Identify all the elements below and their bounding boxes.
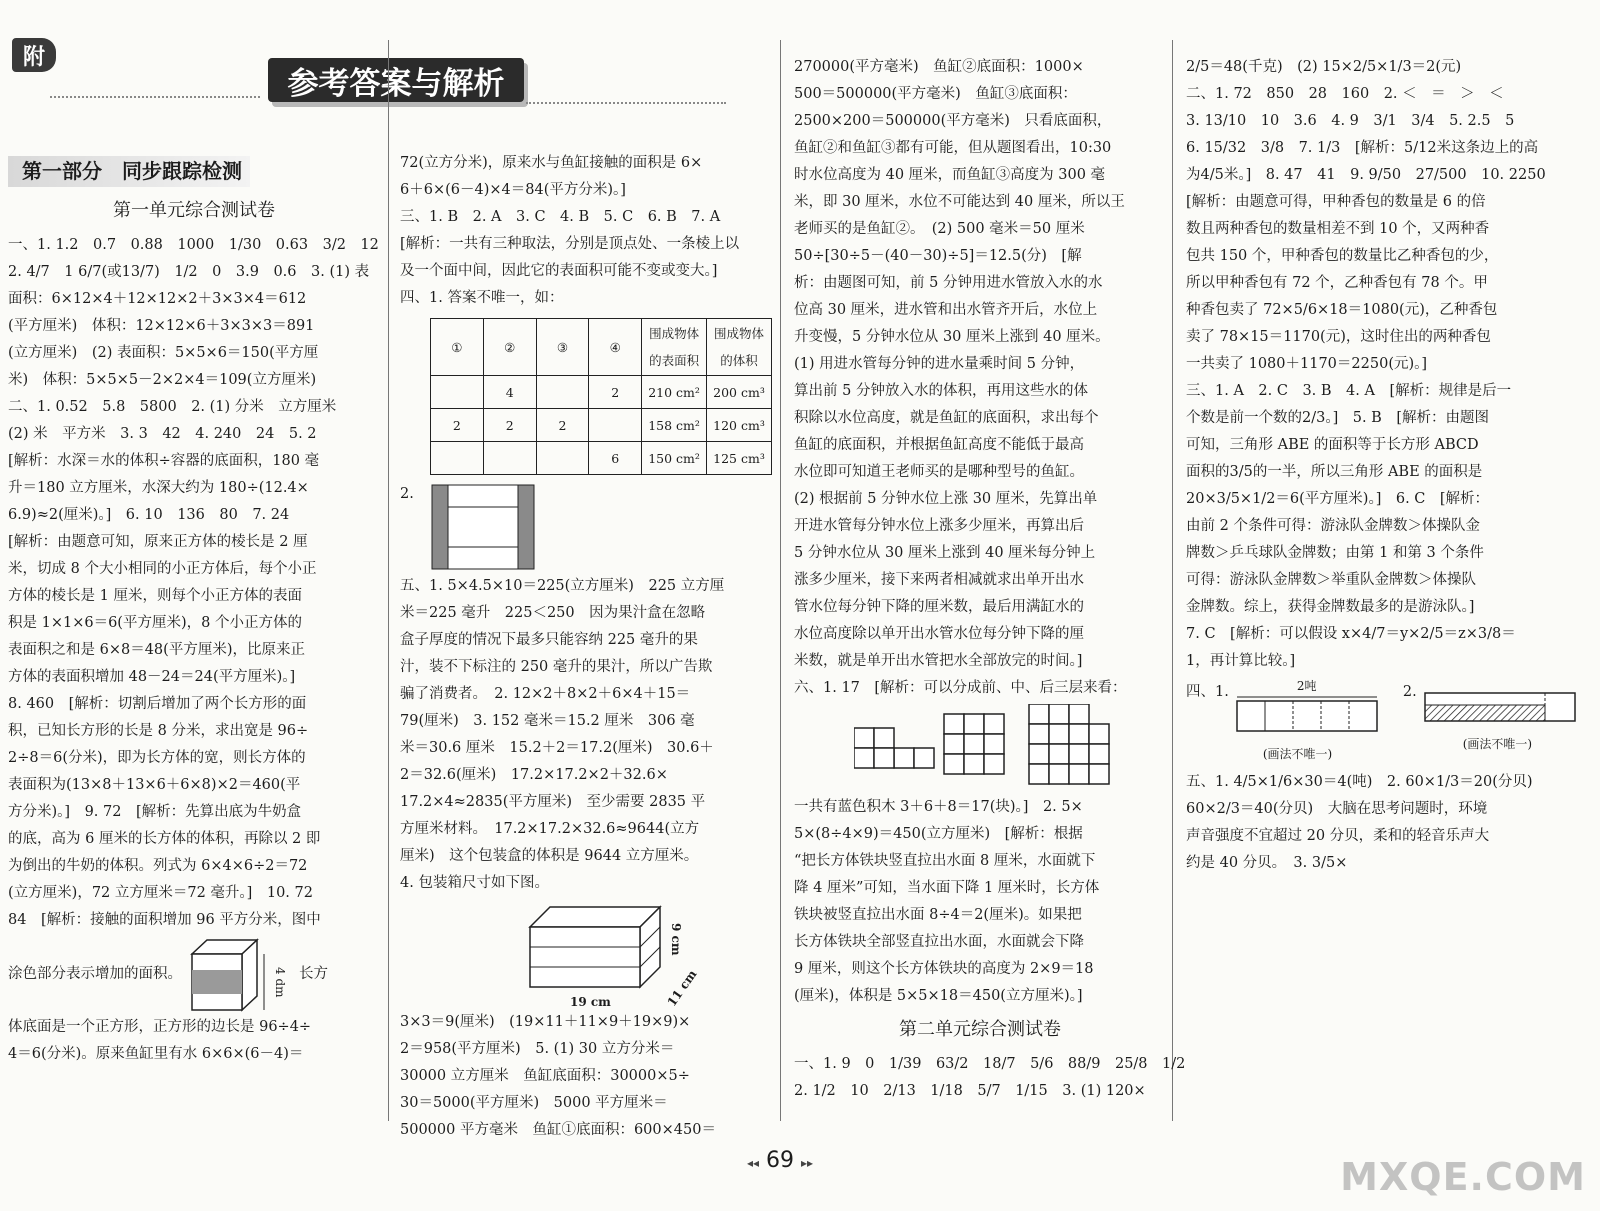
answer-line: 面积：6×12×4＋12×12×2＋3×3×4＝612 <box>8 291 307 307</box>
answer-line: 270000(平方毫米) 鱼缸②底面积：1000× <box>794 59 1084 75</box>
unit-title: 第二单元综合测试卷 <box>899 1019 1061 1040</box>
answer-line: 四、1. <box>1186 684 1229 700</box>
answer-line: (1) 用进水管每分钟的进水量乘时间 5 分钟， <box>794 356 1085 372</box>
answer-line: (立方厘米) (2) 表面积：5×5×6＝150(平方厘 <box>8 345 319 361</box>
answer-line: 方体的表面积增加 48－24＝24(平方厘米)。] <box>8 669 296 685</box>
answer-line: 包共 150 个，甲种香包的数量比乙种香包的少， <box>1186 248 1499 264</box>
answer-line: 升变慢，5 分钟水位从 30 厘米上涨到 40 厘米。 <box>794 329 1110 345</box>
title-dotline-left <box>50 96 260 98</box>
answer-line: 84 [解析：接触的面积增加 96 平方分米，图中 <box>8 912 321 928</box>
table-header-cell: 围成物体的体积 <box>707 319 772 376</box>
answer-lines <box>794 1051 1186 1105</box>
table-cell: 4 <box>483 376 536 409</box>
box-depth-label: 11 cm <box>664 967 700 1009</box>
column-rule <box>780 40 781 1121</box>
answer-line: 为倒出的牛奶的体积。列式为 6×4×6÷2＝72 <box>8 858 308 874</box>
table-cell: 125 cm³ <box>707 442 772 475</box>
answer-line: 3. 13/10 10 3.6 4. 9 3/1 3/4 5. 2.5 5 <box>1186 113 1515 129</box>
unit-title: 第一单元综合测试卷 <box>113 200 275 221</box>
figure-row <box>8 934 380 1014</box>
answer-line: 老师买的是鱼缸②。 (2) 500 毫米＝50 厘米 <box>794 221 1085 237</box>
answer-line: 由前 2 个条件可得：游泳队金牌数＞体操队金 <box>1186 518 1480 534</box>
answer-line: 表面积为(13×8＋13×6＋6×8)×2＝460(平 <box>8 777 301 793</box>
answer-line: 积除以水位高度，就是鱼缸的底面积，求出每个 <box>794 410 1099 426</box>
answer-line: 米数，就是单开出水管把水全部放完的时间。] <box>794 653 1083 669</box>
title-dotline-right <box>526 102 726 104</box>
answer-lines <box>794 794 1166 1010</box>
answer-lines <box>8 1014 380 1068</box>
answer-line: 汁，装不下标注的 250 毫升的果汁，所以广告欺 <box>400 659 713 675</box>
answer-line: [解析：由题意可得，甲种香包的数量是 6 的倍 <box>1186 194 1486 210</box>
table-header-cell: 围成物体的表面积 <box>642 319 707 376</box>
block-layers-figure <box>794 702 1166 794</box>
answer-line: 金牌数。综上，获得金牌数最多的是游泳队。] <box>1186 599 1475 615</box>
box-width-label: 19 cm <box>570 995 611 1009</box>
answer-line: 方体的棱长是 1 厘米，则每个小正方体的表面 <box>8 588 302 604</box>
table-cell <box>483 442 536 475</box>
table-row <box>431 409 772 442</box>
answer-line: 4＝6(分米)。原来鱼缸里有水 6×6×(6－4)＝ <box>8 1046 304 1062</box>
answer-line: 17.2×4≈2835(平方厘米) 至少需要 2835 平 <box>400 794 706 810</box>
answer-line: 7. C [解析：可以假设 x×4/7＝y×2/5＝z×3/8＝ <box>1186 626 1516 642</box>
answer-lines <box>8 232 380 934</box>
answer-line: 算出前 5 分钟放入水的体积，再用这些水的体 <box>794 383 1088 399</box>
answer-line: 2÷8＝6(分米)，即为长方体的宽，则长方体的 <box>8 750 306 766</box>
bar-figure-svg <box>1423 685 1583 735</box>
answer-lines <box>400 150 772 312</box>
answer-line: 2. <box>1402 684 1417 700</box>
answer-column-4 <box>1186 54 1590 877</box>
answer-line: 五、1. 5×4.5×10＝225(立方厘米) 225 立方厘 <box>400 578 725 594</box>
cube-figure <box>182 934 272 1014</box>
part-title: 第一部分 同步跟踪检测 <box>8 156 250 187</box>
column-rule <box>388 40 389 1121</box>
table-cell: 120 cm³ <box>707 409 772 442</box>
answer-line: 鱼缸②和鱼缸③都有可能，但从题图看出，10:30 <box>794 140 1112 156</box>
answer-line: 方分米)。] 9. 72 [解析：先算出底为牛奶盒 <box>8 804 302 820</box>
box-height-label: 9 cm <box>669 923 683 956</box>
answer-line: 牌数＞乒乓球队金牌数；由第 1 和第 3 个条件 <box>1186 545 1484 561</box>
answer-lines <box>794 54 1166 702</box>
answer-line: 2. 4/7 1 6/7(或13/7) 1/2 0 3.9 0.6 3. (1) 表 <box>8 264 370 280</box>
answer-lines <box>400 573 772 897</box>
appendix-tag: 附 <box>12 38 56 72</box>
table-header-cell: ③ <box>536 319 589 376</box>
answer-line: 六、1. 17 [解析：可以分成前、中、后三层来看： <box>794 680 1127 696</box>
answer-line: 米) 体积：5×5×5－2×2×4＝109(立方厘米) <box>8 372 317 388</box>
answer-line: 500000 平方毫米 鱼缸①底面积：600×450＝ <box>400 1122 716 1138</box>
answer-line: 50÷[30÷5－(40－30)÷5]＝12.5(分) [解 <box>794 248 1082 264</box>
table-row <box>431 442 772 475</box>
answer-line: “把长方体铁块竖直拉出水面 8 厘米，水面就下 <box>794 853 1096 869</box>
answer-line: 9 厘米，则这个长方体铁块的高度为 2×9＝18 <box>794 961 1094 977</box>
answer-line: 可知，三角形 ABE 的面积等于长方形 ABCD <box>1186 437 1479 453</box>
answer-line: 米＝225 毫升 225＜250 因为果汁盒在忽略 <box>400 605 706 621</box>
page-number-value: 69 <box>766 1148 794 1173</box>
answer-line: 骗了消费者。 2. 12×2＋8×2＋6×4＋15＝ <box>400 686 691 702</box>
answer-line: 为4/5米。] 8. 47 41 9. 9/50 27/500 10. 2250 <box>1186 167 1546 183</box>
answer-line: 管水位每分钟下降的厘米数，最后用满缸水的 <box>794 599 1084 615</box>
answer-line: [解析：由题意可知，原来正方体的棱长是 2 厘 <box>8 534 308 550</box>
answer-line: 表面积之和是 6×8＝48(平方厘米)，比原来正 <box>8 642 305 658</box>
table-header-cell: ② <box>483 319 536 376</box>
answer-line: (厘米)，体积是 5×5×18＝450(立方厘米)。] <box>794 988 1083 1004</box>
answer-line: 79(厘米) 3. 152 毫米＝15.2 厘米 306 毫 <box>400 713 695 729</box>
answer-column-3 <box>794 54 1186 1105</box>
answer-line: 5 分钟水位从 30 厘米上涨到 40 厘米每分钟上 <box>794 545 1096 561</box>
answer-line: 二、1. 72 850 28 160 2. ＜ ＝ ＞ ＜ <box>1186 86 1504 102</box>
prev-arrows-icon: ◂◂ <box>746 1156 759 1170</box>
page-title: 参考答案与解析 <box>268 58 524 102</box>
net-figure <box>424 481 544 573</box>
table-cell: 2 <box>431 409 484 442</box>
answer-line: 涂色部分表示增加的面积。 <box>8 965 182 982</box>
table-cell: 2 <box>536 409 589 442</box>
answer-line: 及一个面中间，因此它的表面积可能不变或变大。] <box>400 263 718 279</box>
answer-line: (立方厘米)，72 立方厘米＝72 毫升。] 10. 72 <box>8 885 313 901</box>
answer-line: 6.9)≈2(厘米)。] 6. 10 136 80 7. 24 <box>8 507 290 523</box>
answer-line: 2＝32.6(厘米) 17.2×17.2×2＋32.6× <box>400 767 668 783</box>
answer-line: 60×2/3＝40(分贝) 大脑在思考问题时，环境 <box>1186 801 1488 817</box>
answer-line: 米，即 30 厘米，水位不可能达到 40 厘米，所以王 <box>794 194 1125 210</box>
table-cell: 200 cm³ <box>707 376 772 409</box>
answer-line: 2/5＝48(千克) (2) 15×2/5×1/3＝2(元) <box>1186 59 1462 75</box>
answer-line: 长方体铁块全部竖直拉出水面，水面就会下降 <box>794 934 1084 950</box>
answer-line: 可得：游泳队金牌数＞举重队金牌数＞体操队 <box>1186 572 1476 588</box>
answer-line: 米＝30.6 厘米 15.2＋2＝17.2(厘米) 30.6＋ <box>400 740 714 756</box>
answer-column-1 <box>8 150 380 1068</box>
answer-line: 时水位高度为 40 厘米，而鱼缸③高度为 300 毫 <box>794 167 1106 183</box>
table-cell <box>536 376 589 409</box>
answer-line: 6＋6×(6－4)×4＝84(平方分米)。] <box>400 182 626 198</box>
cube-height-label: 4 dm <box>273 967 287 998</box>
answer-line: 降 4 厘米”可知，当水面下降 1 厘米时，长方体 <box>794 880 1100 896</box>
answer-lines <box>1186 54 1590 675</box>
answer-line: 面积的3/5的一半，所以三角形 ABE 的面积是 <box>1186 464 1483 480</box>
answer-line: 30000 立方厘米 鱼缸底面积：30000×5÷ <box>400 1068 690 1084</box>
table-header-cell: ④ <box>589 319 642 376</box>
figure-note: (画法不唯一) <box>1462 737 1533 751</box>
answer-line: 厘米) 这个包装盒的体积是 9644 立方厘米。 <box>400 848 699 864</box>
answer-lines <box>1186 769 1590 877</box>
answer-line: 水位即可知道王老师买的是哪种型号的鱼缸。 <box>794 464 1084 480</box>
answer-line: [解析：水深＝水的体积÷容器的底面积，180 毫 <box>8 453 320 469</box>
answer-line: 鱼缸的底面积，并根据鱼缸高度不能低于最高 <box>794 437 1084 453</box>
answer-line: 72(立方分米)，原来水与鱼缸接触的面积是 6× <box>400 155 703 171</box>
bar-figure-2 <box>1423 679 1583 765</box>
answer-line: 3×3＝9(厘米) (19×11＋11×9＋19×9)× <box>400 1014 691 1030</box>
answer-line: 体底面是一个正方形，正方形的边长是 96÷4÷ <box>8 1019 312 1035</box>
answer-line: 卖了 78×15＝1170(元)，这时住出的两种香包 <box>1186 329 1491 345</box>
table-cell <box>536 442 589 475</box>
answer-line: 20×3/5×1/2＝6(平方厘米)。] 6. C [解析： <box>1186 491 1490 507</box>
answer-line: 方厘米材料。 17.2×17.2×32.6≈9644(立方 <box>400 821 700 837</box>
answer-line: 所以甲种香包有 72 个，乙种香包有 78 个。甲 <box>1186 275 1488 291</box>
answer-line: (2) 根据前 5 分钟水位上涨 30 厘米，先算出单 <box>794 491 1098 507</box>
page-number <box>700 1148 860 1173</box>
answer-table <box>430 318 772 475</box>
answer-line: 析：由题图可知，前 5 分钟用进水管放入水的水 <box>794 275 1103 291</box>
table-cell: 158 cm² <box>642 409 707 442</box>
answer-line: 8. 460 [解析：切割后增加了两个长方形的面 <box>8 696 307 712</box>
bar-figure-1 <box>1235 679 1385 765</box>
table-cell: 2 <box>483 409 536 442</box>
answer-line: 声音强度不宜超过 20 分贝，柔和的轻音乐声大 <box>1186 828 1490 844</box>
answer-line: 长方 <box>299 965 328 982</box>
answer-line: 2＝958(平方厘米) 5. (1) 30 立方分米＝ <box>400 1041 675 1057</box>
answer-line: 2. <box>400 486 414 502</box>
answer-line: [解析：一共有三种取法，分别是顶点处、一条棱上以 <box>400 236 740 252</box>
figure-row <box>400 481 772 573</box>
answer-line: 一共有蓝色积木 3＋6＋8＝17(块)。] 2. 5× <box>794 799 1083 815</box>
next-arrows-icon: ▸▸ <box>801 1156 814 1170</box>
answer-line: 数且两种香包的数量相差不到 10 个，又两种香 <box>1186 221 1490 237</box>
answer-line: 升＝180 立方厘米，水深大约为 180÷(12.4× <box>8 480 309 496</box>
answer-line: 铁块被竖直拉出水面 8÷4＝2(厘米)。如果把 <box>794 907 1082 923</box>
answer-line: 一、1. 1.2 0.7 0.88 1000 1/30 0.63 3/2 12 <box>8 237 379 253</box>
answer-line: 约是 40 分贝。 3. 3/5× <box>1186 855 1348 871</box>
answer-line: 30＝5000(平方厘米) 5000 平方厘米＝ <box>400 1095 668 1111</box>
box-figure-wrap <box>400 897 772 1009</box>
answer-line: 四、1. 答案不唯一，如： <box>400 290 564 306</box>
table-cell: 2 <box>589 376 642 409</box>
answer-line: (平方厘米) 体积：12×12×6＋3×3×3＝891 <box>8 318 315 334</box>
answer-line: 位高 30 厘米，进水管和出水管齐开后，水位上 <box>794 302 1098 318</box>
answer-line: 盒子厚度的情况下最多只能容纳 225 毫升的果 <box>400 632 698 648</box>
watermark: MXQE.COM <box>1340 1155 1586 1199</box>
bar-figure-label: 2吨 <box>1296 679 1317 693</box>
table-cell: 210 cm² <box>642 376 707 409</box>
answer-column-2 <box>400 150 772 1144</box>
table-header-cell: ① <box>431 319 484 376</box>
answer-line: 种香包卖了 72×5/6×18＝1080(元)，乙种香包 <box>1186 302 1498 318</box>
answer-line: 五、1. 4/5×1/6×30＝4(吨) 2. 60×1/3＝20(分贝) <box>1186 774 1533 790</box>
answer-line: 二、1. 0.52 5.8 5800 2. (1) 分米 立方厘米 <box>8 399 337 415</box>
answer-line: 三、1. A 2. C 3. B 4. A [解析：规律是后一 <box>1186 383 1512 399</box>
table-cell: 150 cm² <box>642 442 707 475</box>
answer-line: 米，切成 8 个大小相同的小正方体后，每个小正 <box>8 561 317 577</box>
answer-line: 2. 1/2 10 2/13 1/18 5/7 1/15 3. (1) 120× <box>794 1083 1146 1099</box>
answer-line: 2500×200＝500000(平方毫米) 只看底面积， <box>794 113 1112 129</box>
answer-line: 开进水管每分钟水位上涨多少厘米，再算出后 <box>794 518 1084 534</box>
answer-line: (2) 米 平方米 3. 3 42 4. 240 24 5. 2 <box>8 426 317 442</box>
figure-row <box>1186 679 1590 769</box>
answer-line: 的底，高为 6 厘米的长方体的体积，再除以 2 即 <box>8 831 321 847</box>
answer-line: 三、1. B 2. A 3. C 4. B 5. C 6. B 7. A <box>400 209 721 225</box>
answer-line: 积是 1×1×6＝6(平方厘米)，8 个小正方体的 <box>8 615 302 631</box>
table-cell <box>431 376 484 409</box>
answer-line: 500＝500000(平方毫米) 鱼缸③底面积： <box>794 86 1077 102</box>
answer-line: 1，再计算比较。] <box>1186 653 1296 669</box>
table-header-row <box>431 319 772 376</box>
answer-line: 涨多少厘米，接下来两者相减就求出单开出水 <box>794 572 1084 588</box>
answer-line: 积，已知长方形的长是 8 分米，求出宽是 96÷ <box>8 723 309 739</box>
table-cell: 6 <box>589 442 642 475</box>
answer-line: 个数是前一个数的2/3。] 5. B [解析：由题图 <box>1186 410 1489 426</box>
answer-line: 4. 包装箱尺寸如下图。 <box>400 875 549 891</box>
answer-line: 6. 15/32 3/8 7. 1/3 [解析：5/12米这条边上的高 <box>1186 140 1539 156</box>
answer-line: 一共卖了 1080＋1170＝2250(元)。] <box>1186 356 1428 372</box>
answer-lines <box>400 1009 772 1144</box>
answer-line: 一、1. 9 0 1/39 63/2 18/7 5/6 88/9 25/8 1/2 <box>794 1056 1186 1072</box>
table-row <box>431 376 772 409</box>
table-cell <box>431 442 484 475</box>
column-rule <box>1172 40 1173 1121</box>
figure-note: (画法不唯一) <box>1262 747 1333 761</box>
answer-line: 水位高度除以单开出水管水位每分钟下降的厘 <box>794 626 1084 642</box>
table-cell <box>589 409 642 442</box>
block-layers-svg <box>854 704 1174 796</box>
answer-line: 5×(8÷4×9)＝450(立方厘米) [解析：根据 <box>794 826 1083 842</box>
